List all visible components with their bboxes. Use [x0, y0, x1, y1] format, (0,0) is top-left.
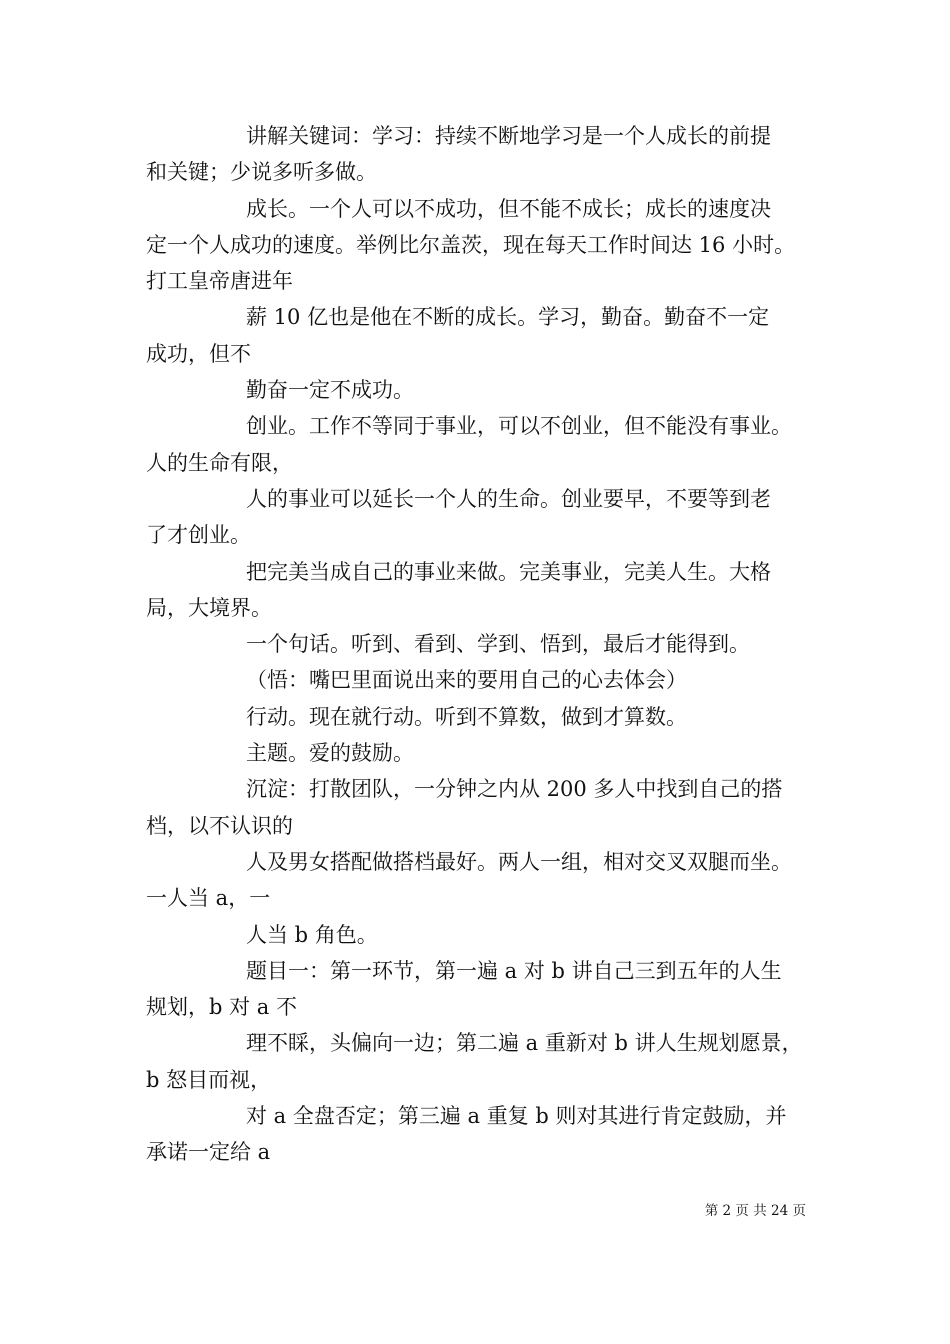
- paragraph-line: 规划，b 对 a 不: [146, 995, 297, 1020]
- paragraph-line: 沉淀：打散团队，一分钟之内从 200 多人中找到自己的搭: [246, 777, 783, 802]
- paragraph-line: 把完美当成自己的事业来做。完美事业，完美人生。大格: [246, 559, 771, 584]
- paragraph-line: 成长。一个人可以不成功，但不能不成长；成长的速度决: [246, 196, 771, 221]
- paragraph-line: 成功，但不: [146, 341, 251, 366]
- paragraph-line: 理不睬，头偏向一边；第二遍 a 重新对 b 讲人生规划愿景，: [246, 1031, 803, 1056]
- paragraph-line: 和关键；少说多听多做。: [146, 160, 377, 185]
- paragraph-line: 人的生命有限，: [146, 450, 293, 475]
- paragraph-line: 一个句话。听到、看到、学到、悟到，最后才能得到。: [246, 632, 750, 657]
- page-number-footer: 第 2 页 共 24 页: [704, 1203, 806, 1219]
- paragraph-line: 人当 b 角色。: [246, 922, 378, 947]
- paragraph-line: 局，大境界。: [146, 595, 272, 620]
- paragraph-line: 题目一：第一环节，第一遍 a 对 b 讲自己三到五年的人生: [246, 958, 782, 983]
- paragraph-line: 一人当 a，一: [146, 886, 271, 911]
- paragraph-line: 了才创业。: [146, 523, 251, 548]
- paragraph-line: 打工皇帝唐进年: [146, 269, 293, 294]
- paragraph-line: 创业。工作不等同于事业，可以不创业，但不能没有事业。: [246, 414, 792, 439]
- paragraph-line: 人及男女搭配做搭档最好。两人一组，相对交叉双腿而坐。: [246, 849, 792, 874]
- paragraph-line: 讲解关键词：学习：持续不断地学习是一个人成长的前提: [246, 124, 771, 148]
- paragraph-line: 对 a 全盘否定；第三遍 a 重复 b 则对其进行肯定鼓励，并: [246, 1104, 787, 1129]
- paragraph-line: b 怒目而视，: [146, 1067, 272, 1092]
- paragraph-line: 定一个人成功的速度。举例比尔盖茨，现在每天工作时间达 16 小时。: [146, 232, 796, 257]
- paragraph-line: 承诺一定给 a: [146, 1140, 271, 1165]
- paragraph-line: 勤奋一定不成功。: [246, 378, 414, 403]
- paragraph-line: 档，以不认识的: [146, 813, 293, 838]
- paragraph-line: （悟：嘴巴里面说出来的要用自己的心去体会）: [246, 668, 687, 693]
- paragraph-line: 主题。爱的鼓励。: [246, 741, 414, 766]
- document-body: [146, 118, 826, 1171]
- paragraph-line: 薪 10 亿也是他在不断的成长。学习，勤奋。勤奋不一定: [246, 305, 770, 330]
- paragraph-line: 人的事业可以延长一个人的生命。创业要早，不要等到老: [246, 486, 771, 511]
- paragraph-line: 行动。现在就行动。听到不算数，做到才算数。: [246, 704, 687, 729]
